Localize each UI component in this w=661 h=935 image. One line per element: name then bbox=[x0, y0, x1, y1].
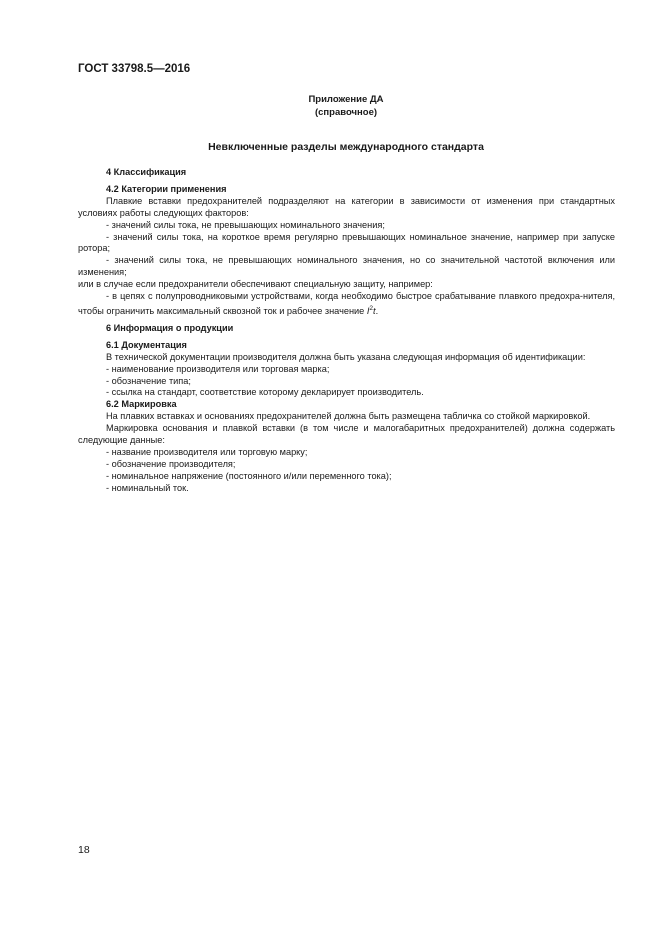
body-text bbox=[78, 167, 615, 495]
formula-i: I bbox=[366, 306, 370, 317]
paragraph: Маркировка основания и плавкой вставки (в том числе и малогабаритных предохранителей) должна содержать следующие данные: bbox=[78, 423, 615, 446]
heading-documentation: 6.1 Документация bbox=[106, 339, 187, 350]
list-item: - обозначение производителя; bbox=[106, 458, 236, 469]
paragraph: На плавких вставках и основаниях предохранителей должна быть размещена табличка со стойкой маркировкой. bbox=[106, 411, 591, 422]
list-item: - название производителя или торговую марку; bbox=[106, 447, 308, 457]
list-item-text: - в цепях с полупроводниковыми устройствами, когда необходимо быстрое срабатывание плавкого предохра-нителя, чтобы ограничить максимальный сквозной ток и рабочее значение bbox=[78, 291, 615, 317]
paragraph: В технической документации производителя должна быть указана следующая информация об идентификации: bbox=[106, 351, 586, 362]
formula-t: t bbox=[373, 306, 376, 317]
section-title: Невключенные разделы международного стандарта bbox=[208, 141, 484, 153]
heading-marking: 6.2 Маркировка bbox=[106, 399, 177, 410]
standard-designation: ГОСТ 33798.5—2016 bbox=[78, 63, 191, 75]
formula-exponent: 2 bbox=[369, 304, 374, 312]
list-item: - значений силы тока, не превышающих номинального значения, но со значительной частотой включения или изменения; bbox=[78, 255, 615, 278]
heading-usage-categories: 4.2 Категории применения bbox=[106, 183, 227, 194]
list-item: - номинальный ток. bbox=[106, 482, 189, 493]
list-item: - значений силы тока, не превышающих номинального значения; bbox=[106, 219, 385, 230]
list-item: - номинальное напряжение (постоянного и/или переменного тока); bbox=[106, 470, 392, 481]
list-item: - значений силы тока, на короткое время регулярно превышающих номинальное значение, например при запуске ротора; bbox=[78, 231, 615, 254]
list-item bbox=[78, 291, 615, 318]
page-number: 18 bbox=[78, 844, 90, 856]
list-item-end: . bbox=[375, 306, 379, 317]
list-item: - ссылка на стандарт, соответствие которому декларирует производитель. bbox=[106, 387, 424, 398]
paragraph: или в случае если предохранители обеспечивают специальную защиту, например: bbox=[78, 279, 433, 290]
list-item: - обозначение типа; bbox=[106, 375, 191, 386]
heading-classification: 4 Классификация bbox=[106, 167, 187, 177]
paragraph: Плавкие вставки предохранителей подразделяют на категории в зависимости от изменения при стандартных условиях работы следующих факторов: bbox=[78, 195, 615, 218]
annex-title: Приложение ДА bbox=[308, 94, 384, 105]
annex-note: (справочное) bbox=[314, 107, 378, 118]
heading-product-information: 6 Информация о продукции bbox=[106, 322, 234, 333]
list-item: - наименование производителя или торговая марка; bbox=[106, 363, 330, 374]
